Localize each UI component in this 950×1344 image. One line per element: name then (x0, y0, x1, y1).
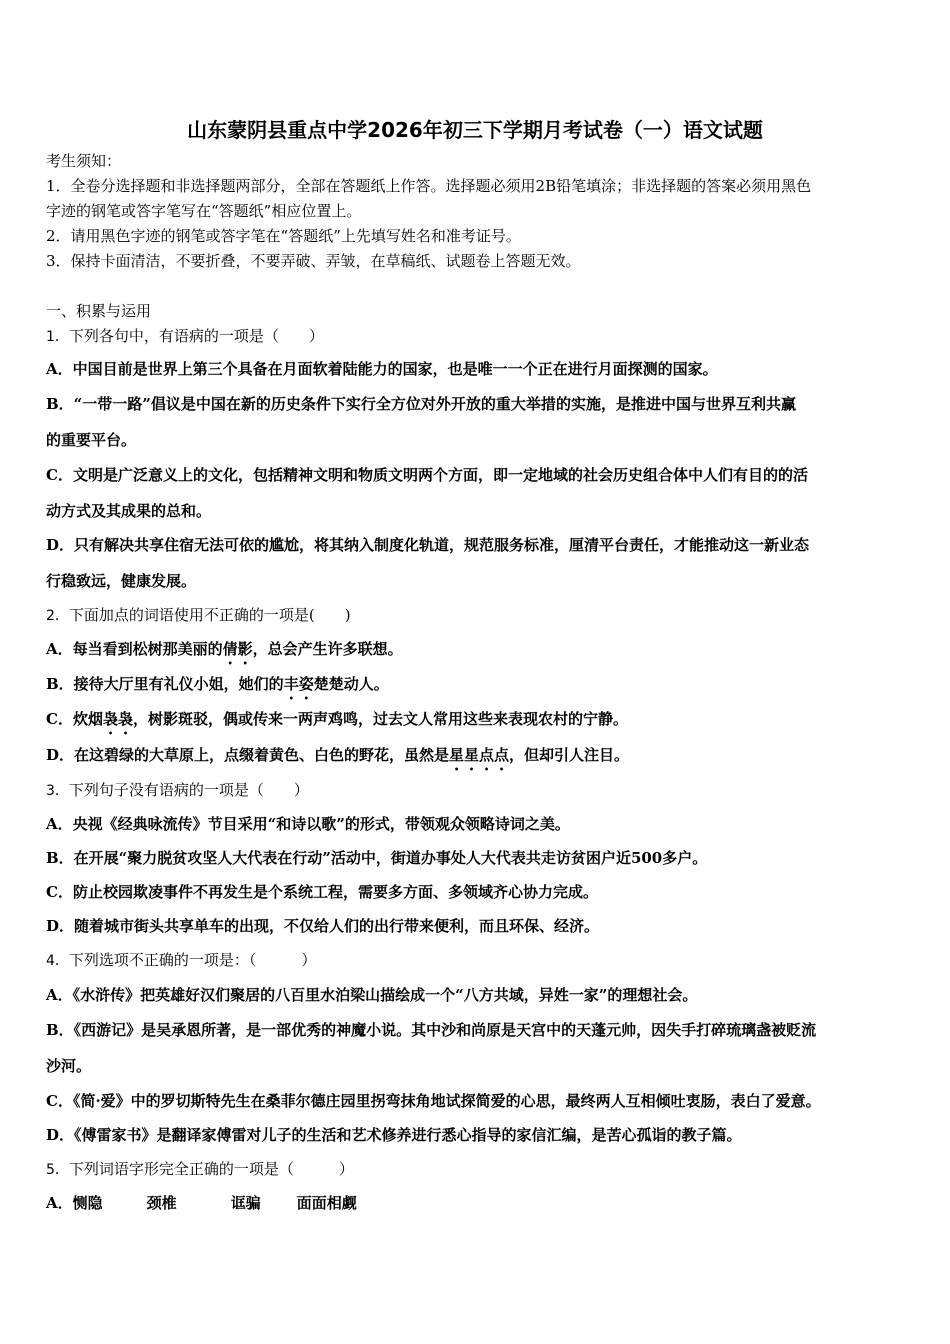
q3-option-c: C．防止校园欺凌事件不再发生是个系统工程，需要多方面、多领域齐心协力完成。 (46, 883, 598, 901)
q5-option-a (46, 1193, 357, 1213)
option-text: A．每当看到松树那美丽的 (46, 640, 223, 658)
q1-option-b: B．“一带一路”倡议是中国在新的历史条件下实行全方位对外开放的重大举措的实施，是推进中国与世界互利共赢 (46, 395, 796, 413)
q2-option-d (46, 745, 629, 774)
question-5 (46, 1159, 354, 1180)
q4-option-b-cont: 沙河。 (46, 1057, 92, 1075)
option-label: A． (46, 1194, 73, 1212)
notice-item-1: 1．全卷分选择题和非选择题两部分，全部在答题纸上作答。选择题必须用2B铅笔填涂；非选择题的答案必须用黑色 (46, 177, 812, 195)
option-word: 颈椎 (146, 1194, 177, 1212)
option-text: ，总会产生许多联想。 (252, 640, 403, 658)
question-1 (46, 326, 324, 347)
q2-option-c (46, 709, 628, 738)
section-heading: 一、积累与运用 (46, 302, 152, 320)
dotted-word: 星星点点 (449, 746, 510, 764)
question-number: 4． (46, 953, 69, 969)
option-text: ，但却引人注目。 (509, 746, 630, 764)
page-title: 山东蒙阴县重点中学2026年初三下学期月考试卷（一）语文试题 (187, 118, 763, 142)
dotted-word: 丰姿 (283, 675, 314, 693)
q1-option-c: C．文明是广泛意义上的文化，包括精神文明和物质文明两个方面，即一定地域的社会历史组合体中人们有目的的活 (46, 466, 808, 484)
notice-item-2: 2．请用黑色字迹的钢笔或答字笔在“答题纸”上先填写姓名和准考证号。 (46, 227, 521, 245)
notice-item-3: 3．保持卡面清洁，不要折叠，不要弄破、弄皱，在草稿纸、试题卷上答题无效。 (46, 252, 581, 270)
q1-option-b-cont: 的重要平台。 (46, 431, 137, 449)
question-number: 2． (46, 608, 69, 624)
q4-option-c: C．《简·爱》中的罗切斯特先生在桑菲尔德庄园里拐弯抹角地试探简爱的心思，最终两人互相倾吐衷肠，表白了爱意。 (46, 1092, 821, 1110)
question-number: 3． (46, 783, 69, 799)
q1-option-d: D．只有解决共享住宿无法可依的尴尬，将其纳入制度化轨道，规范服务标准，厘清平台责任，才能推动这一新业态 (46, 536, 810, 554)
question-3 (46, 780, 309, 801)
option-text: ，树影斑驳，偶或传来一两声鸡鸣，过去文人常用这些来表现农村的宁静。 (132, 710, 628, 728)
option-word: 面面相觑 (296, 1194, 357, 1212)
notice-item-1-cont: 字迹的钢笔或答字笔写在“答题纸”相应位置上。 (46, 202, 362, 220)
option-word: 恻隐 (72, 1194, 103, 1212)
question-number: 1． (46, 329, 69, 345)
q3-option-a: A．央视《经典咏流传》节目采用“和诗以歌”的形式，带领观众领略诗词之美。 (46, 815, 570, 833)
question-stem: 下列词语字形完全正确的一项是（ ） (68, 1160, 354, 1178)
q1-option-d-cont: 行稳致远，健康发展。 (46, 572, 197, 590)
question-stem: 下列各句中，有语病的一项是（ ） (68, 327, 324, 345)
option-text: C．炊烟 (46, 710, 103, 728)
q4-option-b: B．《西游记》是吴承恩所著，是一部优秀的神魔小说。其中沙和尚原是天宫中的天蓬元帅，因失手打碎琉璃盏被贬流 (46, 1021, 817, 1039)
q3-option-d: D．随着城市街头共享单车的出现，不仅给人们的出行带来便利，而且环保、经济。 (46, 917, 600, 935)
option-word: 诓骗 (230, 1194, 261, 1212)
q1-option-c-cont: 动方式及其成果的总和。 (46, 502, 212, 520)
option-text: B．接待大厅里有礼仪小姐，她们的 (46, 675, 284, 693)
notice-heading: 考生须知： (46, 152, 122, 170)
q1-option-a: A．中国目前是世界上第三个具备在月面软着陆能力的国家，也是唯一一个正在进行月面探测的国家。 (46, 360, 718, 378)
question-stem: 下面加点的词语使用不正确的一项是( ) (68, 606, 351, 624)
option-text: 楚楚动人。 (313, 675, 389, 693)
question-4 (46, 950, 316, 971)
q2-option-b (46, 674, 389, 703)
question-stem: 下列选项不正确的一项是：（ ） (68, 951, 317, 969)
dotted-word: 袅袅 (102, 710, 133, 728)
question-2 (46, 605, 351, 626)
dotted-word: 倩影 (222, 640, 253, 658)
q4-option-d: D．《傅雷家书》是翻译家傅雷对儿子的生活和艺术修养进行悉心指导的家信汇编，是苦心孤诣的教子篇。 (46, 1126, 742, 1144)
option-text: D．在这碧绿的大草原上，点缀着黄色、白色的野花，虽然是 (46, 746, 450, 764)
q2-option-a (46, 639, 403, 668)
question-number: 5． (46, 1162, 69, 1178)
question-stem: 下列句子没有语病的一项是（ ） (68, 781, 309, 799)
q4-option-a: A．《水浒传》把英雄好汉们聚居的八百里水泊梁山描绘成一个“八方共域，异姓一家”的理想社会。 (46, 986, 698, 1004)
q3-option-b: B．在开展“聚力脱贫攻坚人大代表在行动”活动中，街道办事处人大代表共走访贫困户近500多户。 (46, 849, 708, 867)
